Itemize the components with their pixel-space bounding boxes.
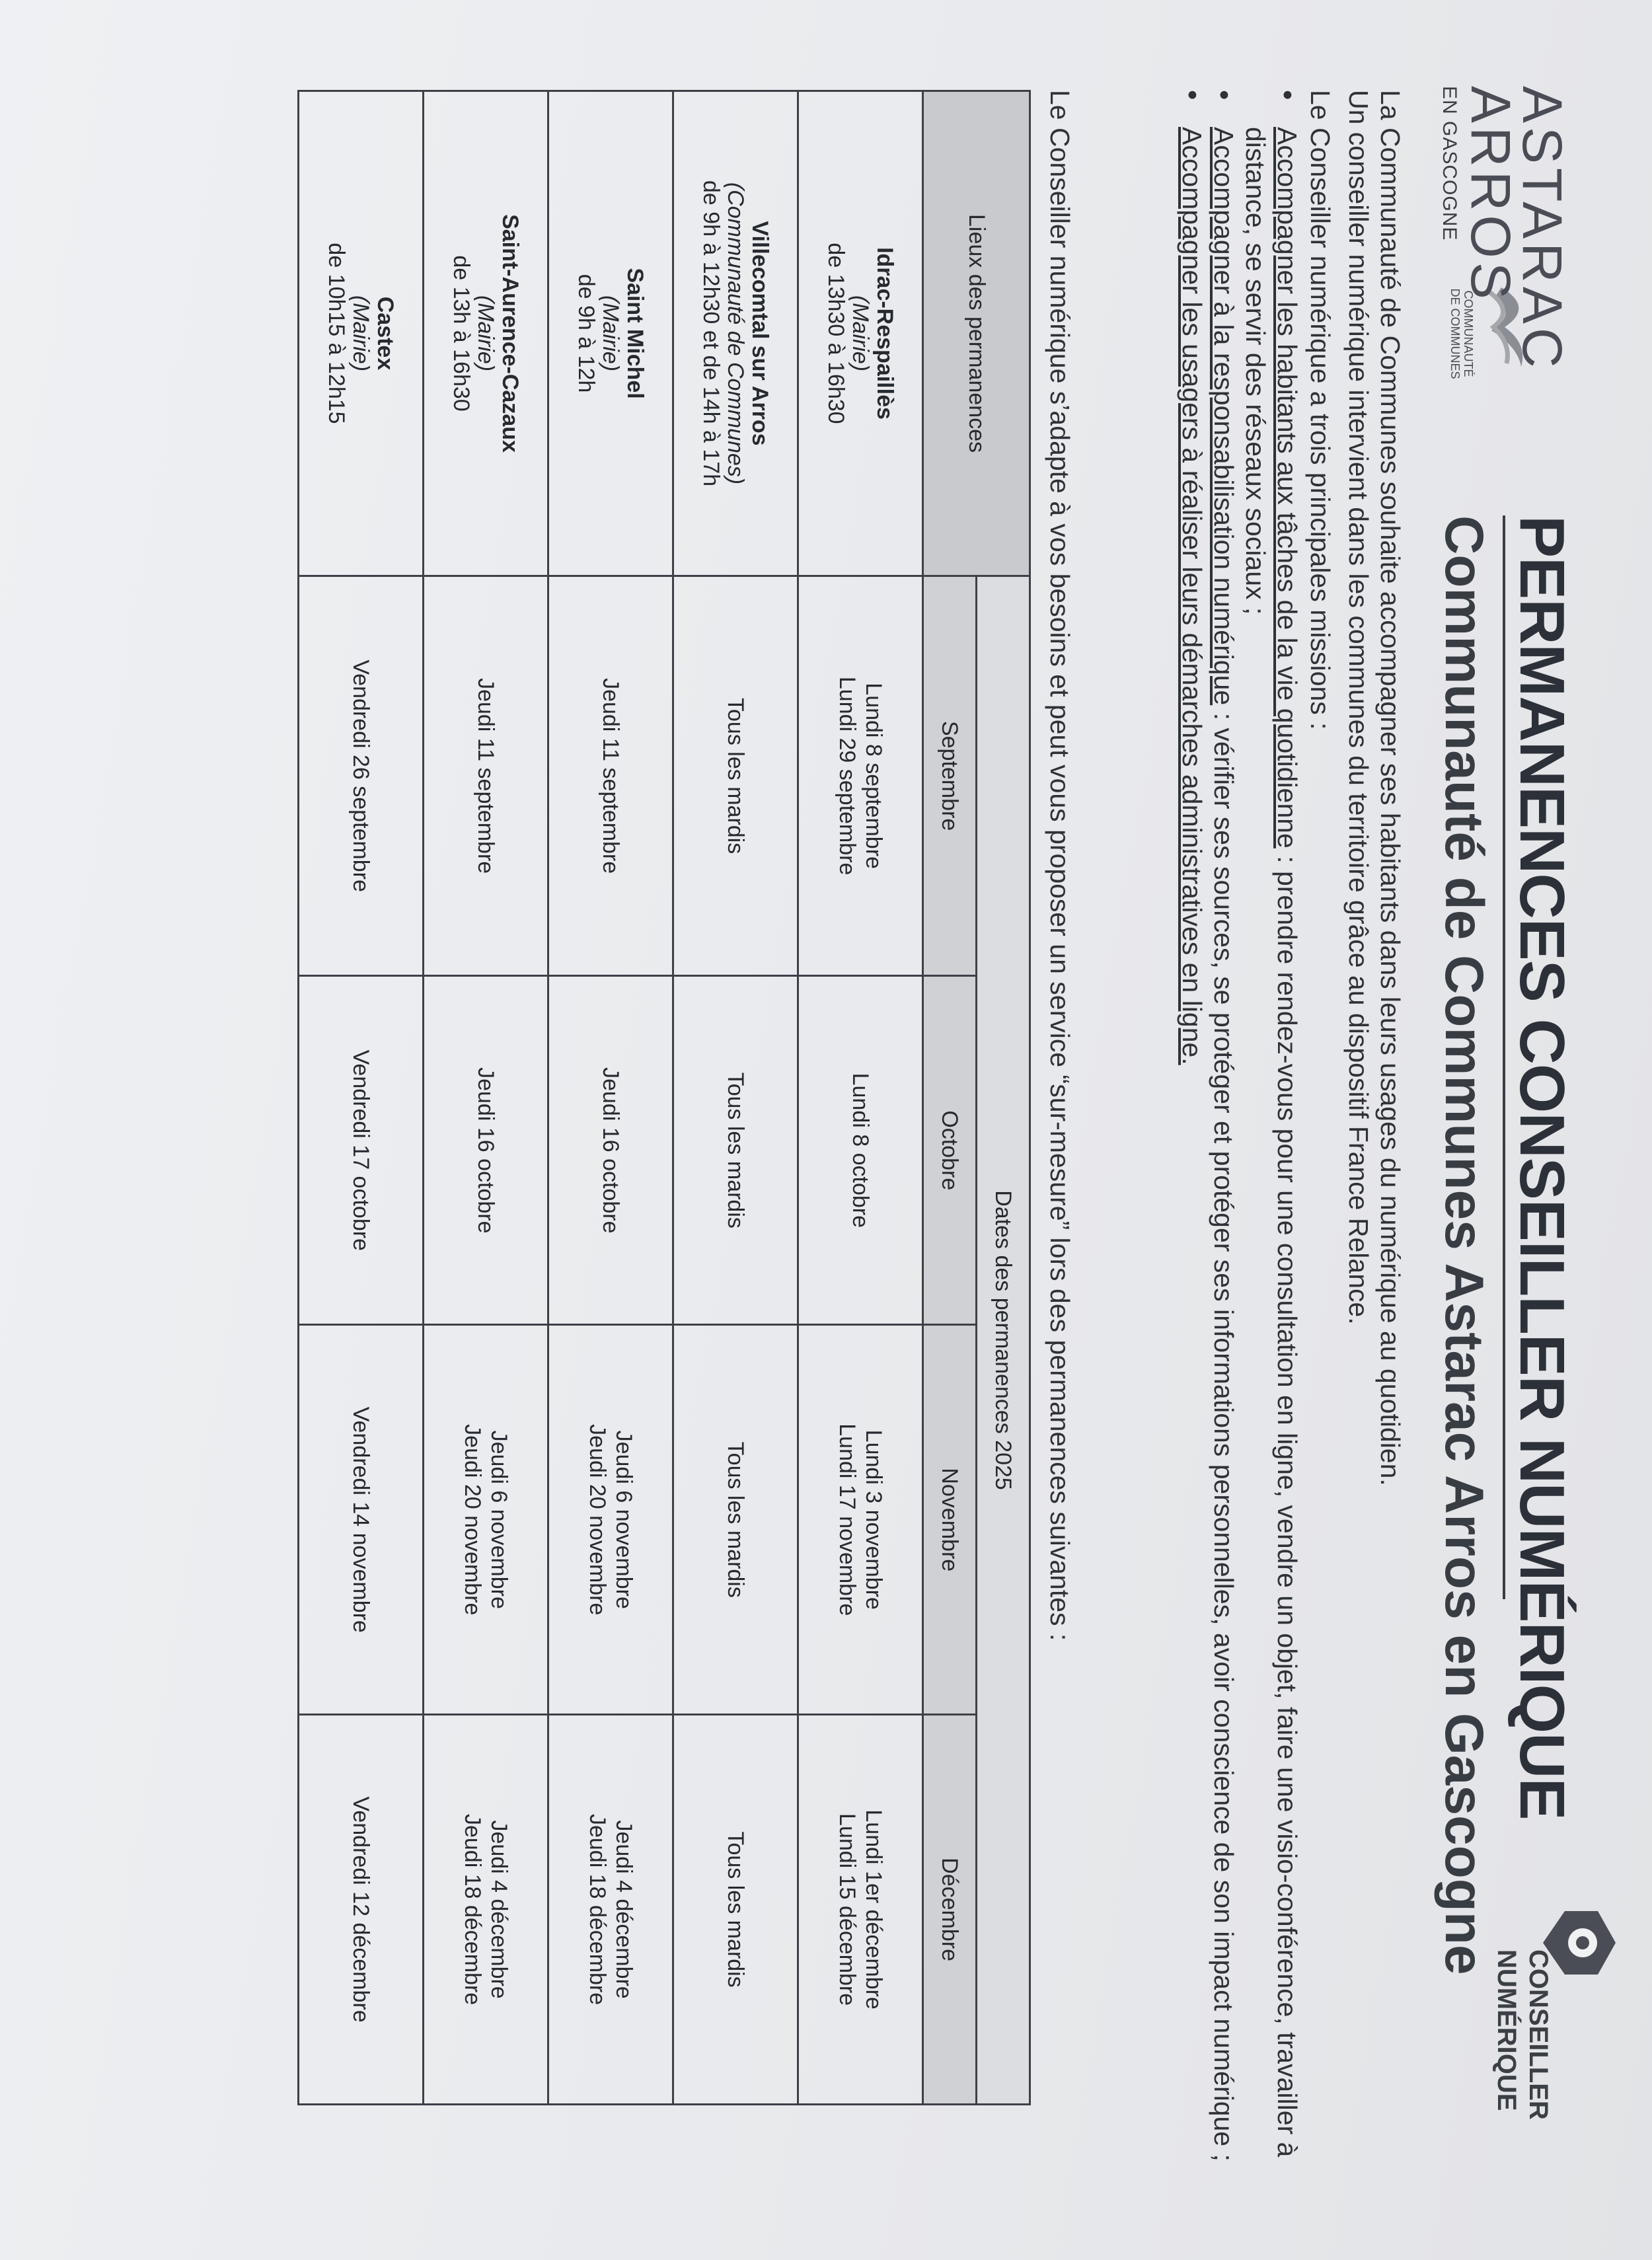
date-cell <box>548 1715 673 2105</box>
date-cell <box>798 576 923 976</box>
date-entry: Lundi 8 septembre <box>861 683 886 869</box>
place-cell <box>299 91 424 576</box>
place-name: Idrac-Respaillès <box>872 247 897 420</box>
place-venue: (Communauté de Communes) <box>723 182 748 485</box>
place-name: Villecomtal sur Arros <box>747 221 772 446</box>
place-name: Saint-Aurence-Cazaux <box>498 214 523 453</box>
date-cell <box>548 1325 673 1715</box>
mission-title: Accompagner à la responsabilisation numérique <box>1209 127 1239 706</box>
date-cell <box>299 976 424 1325</box>
date-cell <box>673 1715 798 2105</box>
date-entry: Vendredi 17 octobre <box>348 1049 373 1251</box>
page-title: PERMANENCES CONSEILLER NUMÉRIQUE <box>1507 515 1577 1820</box>
conseiller-numerique-logo <box>1381 1903 1553 2120</box>
mission-item <box>1176 90 1208 2238</box>
date-entry: Jeudi 20 novembre <box>460 1424 485 1616</box>
mission-item <box>1240 90 1303 2238</box>
date-cell <box>673 1325 798 1715</box>
date-cell <box>798 976 923 1325</box>
date-entry: Lundi 29 septembre <box>835 676 860 876</box>
header-month-november: Novembre <box>923 1325 977 1715</box>
logo-sub-1: COMMUNAUTÉ <box>1462 290 1475 377</box>
date-cell <box>299 576 424 976</box>
table-row <box>673 91 798 2105</box>
mission-item <box>1208 90 1240 2238</box>
place-cell <box>548 91 673 576</box>
date-entry: Lundi 15 décembre <box>835 1813 860 2006</box>
intro-line-2: Un conseiller numérique intervient dans les communes du territoire grâce au dispositif France Relance. <box>1343 90 1374 1325</box>
place-cell <box>424 91 548 576</box>
date-entry: Jeudi 4 décembre <box>611 1820 636 1999</box>
page-subtitle: Communauté de Communes Astarac Arros en Gascogne <box>1434 515 1494 1975</box>
logo-line-gascogne: EN GASCOGNE <box>1439 86 1460 241</box>
logo-text-numerique: NUMÉRIQUE <box>1492 1949 1521 2111</box>
date-cell <box>673 976 798 1325</box>
place-hours: de 9h à 12h <box>574 274 599 393</box>
mission-title: Accompagner les habitants aux tâches de la vie quotidienne <box>1272 127 1302 848</box>
date-entry: Vendredi 12 décembre <box>348 1796 373 2023</box>
date-entry: Jeudi 16 octobre <box>473 1067 498 1234</box>
place-hours: de 9h à 12h30 et de 14h à 17h <box>698 180 724 487</box>
mission-detail: : vérifier ses sources, se protéger et protéger ses informations personnelles, avoir conscience de son impact numérique ; <box>1209 705 1239 2162</box>
date-cell <box>673 576 798 976</box>
date-entry: Tous les mardis <box>723 698 748 854</box>
place-hours: de 13h à 16h30 <box>449 255 474 412</box>
header-places: Lieux des permanences <box>923 91 1030 576</box>
date-cell <box>424 576 548 976</box>
date-entry: Lundi 8 octobre <box>848 1073 873 1228</box>
table-row <box>299 91 424 2105</box>
date-cell <box>548 576 673 976</box>
date-entry: Jeudi 16 octobre <box>598 1067 623 1234</box>
adapt-text: Le Conseiller numérique s’adapte à vos besoins et peut vous proposer un service “sur-mesure” lors des permanences suivantes : <box>1045 90 1075 1641</box>
missions-section <box>1176 90 1336 2238</box>
date-entry: Jeudi 4 décembre <box>486 1820 511 1999</box>
place-hours: de 13h30 à 16h30 <box>823 243 848 424</box>
date-cell <box>299 1325 424 1715</box>
title-divider <box>1503 515 1505 1599</box>
logo-sub <box>1448 284 1475 383</box>
date-entry: Lundi 3 novembre <box>861 1429 886 1610</box>
date-entry: Jeudi 20 novembre <box>585 1424 610 1616</box>
schedule-table <box>297 90 1031 2105</box>
date-cell <box>299 1715 424 2105</box>
place-venue: (Mairie) <box>848 295 873 372</box>
table-row <box>548 91 673 2105</box>
intro-text <box>1343 90 1406 2072</box>
logo-sub-2: DE COMMUNES <box>1448 288 1462 379</box>
header-month-october: Octobre <box>923 976 977 1325</box>
place-venue: (Mairie) <box>473 295 498 372</box>
table-row <box>424 91 548 2105</box>
place-cell <box>673 91 798 576</box>
logo-line-arros: ARROS <box>1460 86 1522 303</box>
date-entry: Tous les mardis <box>723 1831 748 1988</box>
date-entry: Vendredi 14 novembre <box>348 1406 373 1633</box>
logo-text-conseiller: CONSEILLER <box>1524 1949 1553 2120</box>
place-venue: (Mairie) <box>598 295 623 372</box>
date-entry: Jeudi 11 septembre <box>598 678 623 874</box>
mission-title: Accompagner les usagers à réaliser leurs démarches administratives en ligne. <box>1177 127 1207 1065</box>
intro-line-1: La Communauté de Communes souhaite accompagner ses habitants dans leurs usages du numérique au quotidien. <box>1375 90 1406 1486</box>
date-cell <box>798 1325 923 1715</box>
place-cell <box>798 91 923 576</box>
place-name: Saint Michel <box>622 268 648 399</box>
date-cell <box>424 1325 548 1715</box>
date-entry: Jeudi 6 novembre <box>611 1430 636 1609</box>
logo-line-astarac: ASTARAC <box>1511 86 1573 372</box>
date-entry: Jeudi 18 décembre <box>585 1813 610 2006</box>
date-entry: Jeudi 6 novembre <box>486 1430 511 1609</box>
date-cell <box>798 1715 923 2105</box>
date-entry: Tous les mardis <box>723 1072 748 1228</box>
missions-list <box>1176 90 1303 2238</box>
date-entry: Tous les mardis <box>723 1441 748 1598</box>
header-dates: Dates des permanences 2025 <box>977 576 1030 2105</box>
place-venue: (Mairie) <box>348 295 373 372</box>
place-name: Castex <box>373 296 398 371</box>
date-entry: Jeudi 18 décembre <box>460 1813 485 2006</box>
missions-lead: Le Conseiller numérique a trois principales missions : <box>1305 90 1335 730</box>
place-hours: de 10h15 à 12h15 <box>324 243 349 424</box>
date-entry: Lundi 1er décembre <box>861 1809 886 2010</box>
mission-detail: : prendre rendez-vous pour une consultation en ligne, vendre un objet, faire une visio-conférence, travailler à distance, se servir des réseaux sociaux ; <box>1240 127 1302 2158</box>
date-entry: Jeudi 11 septembre <box>473 678 498 874</box>
header-month-september: Septembre <box>923 576 977 976</box>
date-entry: Vendredi 26 septembre <box>348 659 373 892</box>
date-entry: Lundi 17 novembre <box>835 1423 860 1616</box>
date-cell <box>424 1715 548 2105</box>
date-cell <box>424 976 548 1325</box>
date-cell <box>548 976 673 1325</box>
table-row <box>798 91 923 2105</box>
header-month-december: Décembre <box>923 1715 977 2105</box>
